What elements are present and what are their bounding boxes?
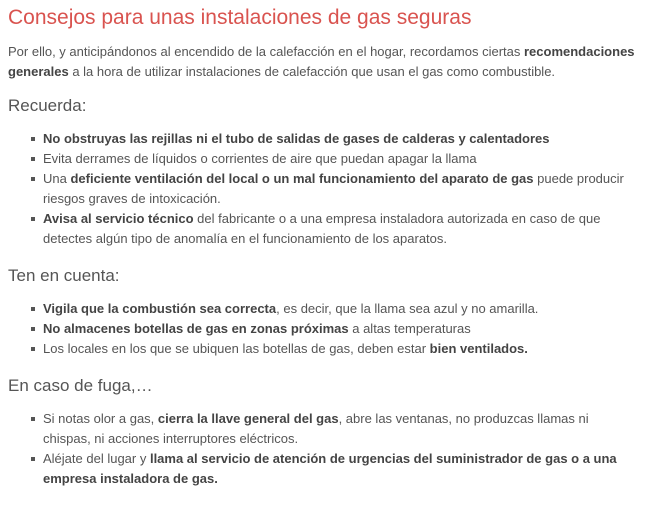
item-text: Una xyxy=(43,171,71,186)
intro-text-end: a la hora de utilizar instalaciones de calefacción que usan el gas como combustible. xyxy=(68,64,556,79)
section-en-caso-de-fuga xyxy=(8,374,639,489)
item-text: Los locales en los que se ubiquen las botellas de gas, deben estar xyxy=(43,341,430,356)
item-bold: bien ventilados. xyxy=(429,341,528,356)
item-bold: Vigila que la combustión sea correcta xyxy=(43,301,277,316)
item-text: Evita derrames de líquidos o corrientes de aire que puedan apagar la llama xyxy=(43,151,477,166)
list-item xyxy=(28,149,639,169)
section-heading: Ten en cuenta: xyxy=(8,266,120,285)
bullet-list xyxy=(8,409,639,489)
section-recuerda xyxy=(8,94,639,249)
item-text: , es decir, que la llama sea azul y no amarilla. xyxy=(276,301,539,316)
list-item xyxy=(28,449,639,489)
item-text: Si notas olor a gas, xyxy=(43,411,158,426)
list-item xyxy=(28,209,639,249)
item-text: puede producir riesgos graves de intoxicación. xyxy=(43,171,624,206)
item-bold: llama al servicio de atención de urgencias del suministrador de gas o a una empresa instaladora de gas. xyxy=(43,451,617,486)
item-text: del fabricante o a una empresa instaladora autorizada en caso de que detectes algún tipo de anomalía en el funcionamiento de los aparatos. xyxy=(43,211,601,246)
bullet-list xyxy=(8,299,639,359)
item-bold: cierra la llave general del gas xyxy=(157,411,339,426)
section-heading: En caso de fuga,… xyxy=(8,376,153,395)
item-bold: deficiente ventilación del local o un mal funcionamiento del aparato de gas xyxy=(70,171,534,186)
page-title: Consejos para unas instalaciones de gas seguras xyxy=(8,6,472,29)
bullet-list xyxy=(8,129,639,249)
list-item xyxy=(28,169,639,209)
item-text: , abre las ventanas, no produzcas llamas ni chispas, ni acciones interruptores eléctricos. xyxy=(43,411,589,446)
section-ten-en-cuenta xyxy=(8,264,639,359)
section-heading: Recuerda: xyxy=(8,96,87,115)
item-text: a altas temperaturas xyxy=(348,321,471,336)
item-bold: No obstruyas las rejillas ni el tubo de salidas de gases de calderas y calentadores xyxy=(43,131,550,146)
list-item xyxy=(28,319,639,339)
intro-paragraph xyxy=(8,42,639,82)
item-text: Aléjate del lugar y xyxy=(43,451,150,466)
item-bold: No almacenes botellas de gas en zonas próximas xyxy=(43,321,349,336)
list-item xyxy=(28,129,639,149)
intro-text: Por ello, y anticipándonos al encendido de la calefacción en el hogar, recordamos ciertas xyxy=(8,44,524,59)
list-item xyxy=(28,299,639,319)
list-item xyxy=(28,409,639,449)
list-item xyxy=(28,339,639,359)
intro-bold: recomendaciones generales xyxy=(8,44,635,79)
item-bold: Avisa al servicio técnico xyxy=(43,211,194,226)
